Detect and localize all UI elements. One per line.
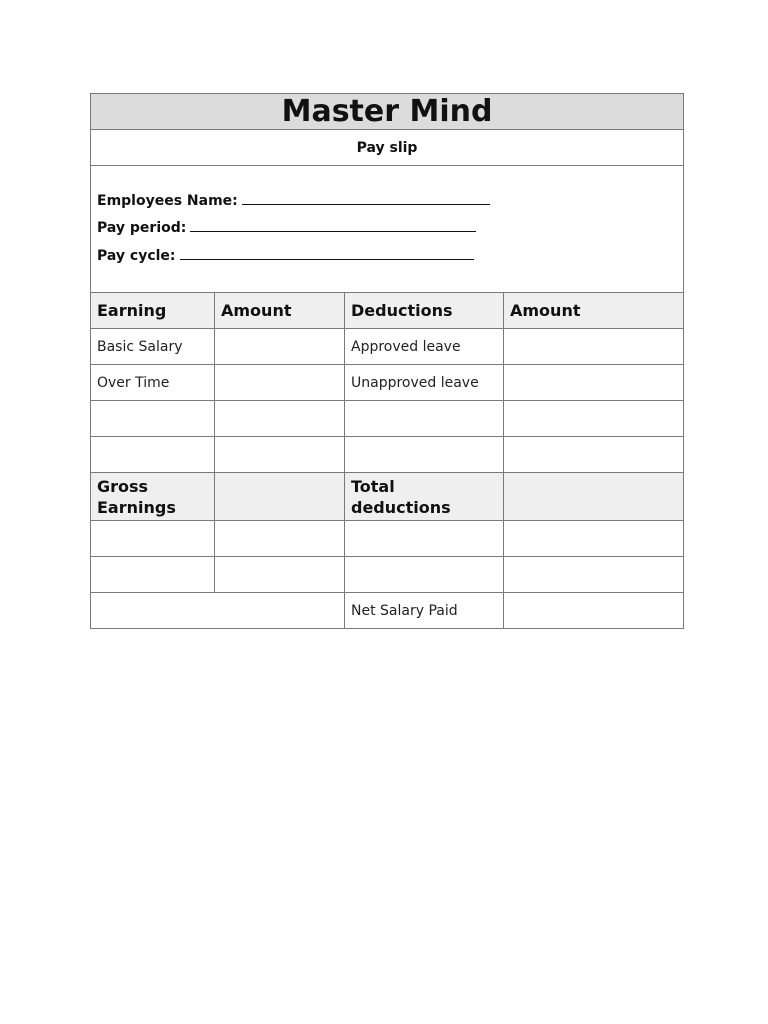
employee-name-line (97, 188, 677, 216)
document-subtitle: Pay slip (91, 130, 684, 166)
deduction-amount-cell[interactable] (504, 401, 684, 437)
header-earning: Earning (91, 293, 215, 329)
employee-info-cell (91, 166, 684, 293)
pay-period-label: Pay period: (97, 220, 187, 237)
deduction-cell[interactable] (345, 437, 504, 473)
earning-amount-cell[interactable] (215, 557, 345, 593)
deduction-cell: Approved leave (345, 329, 504, 365)
deduction-amount-cell[interactable] (504, 365, 684, 401)
earning-cell[interactable] (91, 521, 215, 557)
earning-cell: Basic Salary (91, 329, 215, 365)
gross-earnings-value[interactable] (215, 473, 345, 521)
deduction-amount-cell[interactable] (504, 437, 684, 473)
pay-cycle-line (97, 243, 677, 271)
table-row (91, 401, 684, 437)
net-salary-value[interactable] (504, 593, 684, 629)
table-row (91, 557, 684, 593)
table-row (91, 365, 684, 401)
pay-cycle-field[interactable] (180, 243, 474, 260)
earning-cell: Over Time (91, 365, 215, 401)
net-salary-row (91, 593, 684, 629)
deduction-amount-cell[interactable] (504, 329, 684, 365)
deduction-cell: Unapproved leave (345, 365, 504, 401)
deduction-amount-cell[interactable] (504, 521, 684, 557)
column-header-row (91, 293, 684, 329)
table-row (91, 437, 684, 473)
earning-cell[interactable] (91, 557, 215, 593)
earning-amount-cell[interactable] (215, 521, 345, 557)
header-earning-amount: Amount (215, 293, 345, 329)
employee-name-field[interactable] (242, 188, 490, 205)
earning-amount-cell[interactable] (215, 401, 345, 437)
pay-cycle-label: Pay cycle: (97, 247, 176, 264)
deduction-amount-cell[interactable] (504, 557, 684, 593)
pay-period-line (97, 215, 677, 243)
net-salary-blank-cell (91, 593, 345, 629)
net-salary-label: Net Salary Paid (345, 593, 504, 629)
title-row (91, 94, 684, 130)
earning-amount-cell[interactable] (215, 329, 345, 365)
employee-info-row (91, 166, 684, 293)
deduction-cell[interactable] (345, 521, 504, 557)
header-deduction-amount: Amount (504, 293, 684, 329)
gross-earnings-label: Gross Earnings (91, 473, 215, 521)
total-deductions-value[interactable] (504, 473, 684, 521)
table-row (91, 329, 684, 365)
total-deductions-label: Total deductions (345, 473, 504, 521)
earning-cell[interactable] (91, 437, 215, 473)
totals-row (91, 473, 684, 521)
earning-amount-cell[interactable] (215, 437, 345, 473)
pay-period-field[interactable] (190, 215, 476, 232)
employee-name-label: Employees Name: (97, 192, 238, 209)
earning-cell[interactable] (91, 401, 215, 437)
payslip-table (90, 93, 684, 629)
subtitle-row (91, 130, 684, 166)
table-row (91, 521, 684, 557)
header-deductions: Deductions (345, 293, 504, 329)
deduction-cell[interactable] (345, 557, 504, 593)
company-title: Master Mind (91, 94, 684, 130)
earning-amount-cell[interactable] (215, 365, 345, 401)
deduction-cell[interactable] (345, 401, 504, 437)
